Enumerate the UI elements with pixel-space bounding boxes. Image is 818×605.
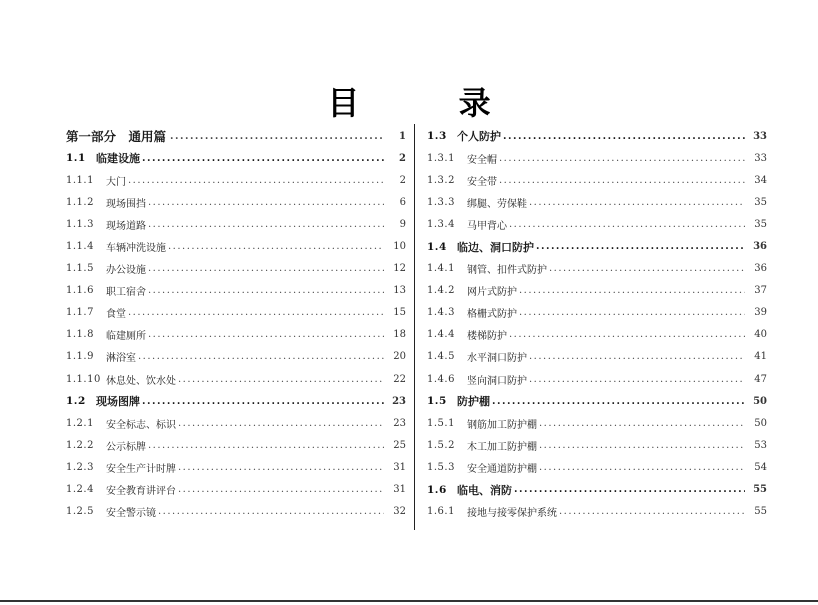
toc-entry-number: 1.1.8 (66, 329, 94, 341)
toc-entry-label: 职工宿舍 (106, 287, 146, 299)
toc-entry[interactable] (66, 501, 406, 523)
dot-leader (138, 351, 384, 362)
toc-entry[interactable] (66, 213, 406, 235)
toc-entry-label: 安全标志、标识 (106, 419, 176, 431)
toc-entry-number: 1.1.7 (66, 307, 94, 319)
toc-entry-page: 13 (393, 285, 406, 297)
toc-entry-page: 37 (754, 285, 767, 297)
toc-entry-label: 安全警示镜 (106, 508, 156, 520)
dot-leader (529, 374, 745, 385)
toc-entry-page: 41 (754, 351, 767, 363)
toc-entry-label: 现场道路 (106, 220, 146, 232)
dot-leader (158, 506, 384, 517)
toc-entry-label: 临建厕所 (106, 331, 146, 343)
dot-leader (519, 307, 745, 318)
toc-entry[interactable] (427, 280, 767, 302)
toc-entry-page: 47 (754, 373, 767, 385)
dot-leader (148, 285, 384, 296)
toc-entry[interactable] (66, 280, 406, 302)
toc-entry[interactable] (66, 368, 406, 390)
toc-entry[interactable] (427, 125, 767, 147)
toc-entry-number: 1.1.1 (66, 174, 94, 186)
toc-entry-page: 6 (399, 196, 406, 208)
dot-leader (178, 374, 384, 385)
toc-entry-label: 楼梯防护 (467, 331, 507, 343)
toc-entry-label: 安全生产计时牌 (106, 463, 176, 475)
toc-entry-number: 1.3.2 (427, 174, 455, 186)
toc-entry-label: 个人防护 (457, 130, 501, 144)
toc-entry-page: 20 (393, 351, 406, 363)
toc-entry-page: 31 (393, 461, 406, 473)
dot-leader (128, 175, 384, 186)
dot-leader (142, 153, 384, 164)
dot-leader (499, 153, 745, 164)
toc-right-column (427, 125, 767, 523)
toc-entry-number: 1.1.4 (66, 241, 94, 253)
dot-leader (170, 131, 384, 142)
toc-entry[interactable] (427, 368, 767, 390)
toc-entry-label: 办公设施 (106, 265, 146, 277)
toc-entry-page: 2 (399, 174, 406, 186)
toc-entry-number: 1.5.2 (427, 439, 455, 451)
toc-entry[interactable] (66, 125, 406, 147)
dot-leader (514, 484, 745, 495)
toc-entry-label: 淋浴室 (106, 353, 136, 365)
toc-entry-number: 1.1.2 (66, 196, 94, 208)
toc-entry-label: 休息处、饮水处 (106, 375, 176, 387)
toc-entry-label: 临边、洞口防护 (457, 240, 534, 254)
dot-leader (128, 307, 384, 318)
toc-entry-page: 55 (754, 506, 767, 518)
toc-entry-label: 现场围挡 (106, 198, 146, 210)
toc-entry-label: 大门 (106, 176, 126, 188)
toc-entry-label: 绑腿、劳保鞋 (467, 198, 527, 210)
toc-entry[interactable] (66, 346, 406, 368)
dot-leader (536, 241, 745, 252)
toc-entry-number: 1.5 (427, 395, 447, 408)
dot-leader (168, 241, 384, 252)
dot-leader (148, 263, 384, 274)
toc-entry-number: 1.1 (66, 152, 86, 165)
dot-leader (142, 396, 384, 407)
toc-left-column (66, 125, 406, 523)
dot-leader (509, 219, 745, 230)
dot-leader (148, 440, 384, 451)
dot-leader (539, 462, 745, 473)
toc-entry[interactable] (427, 412, 767, 434)
dot-leader (178, 462, 384, 473)
dot-leader (148, 219, 384, 230)
dot-leader (539, 440, 745, 451)
toc-entry-number: 1.6.1 (427, 506, 455, 518)
toc-entry-number: 1.3.4 (427, 218, 455, 230)
toc-entry-label: 钢管、扣件式防护 (467, 265, 547, 277)
toc-entry-page: 39 (754, 307, 767, 319)
dot-leader (178, 484, 384, 495)
page-title: 目 录 (327, 84, 535, 122)
toc-entry-label: 水平洞口防护 (467, 353, 527, 365)
toc-entry-page: 9 (399, 218, 406, 230)
toc-entry-page: 22 (393, 373, 406, 385)
toc-entry[interactable] (66, 191, 406, 213)
toc-entry[interactable] (427, 434, 767, 456)
toc-entry[interactable] (427, 501, 767, 523)
toc-entry[interactable] (427, 169, 767, 191)
toc-entry[interactable] (66, 258, 406, 280)
toc-entry-number: 1.2 (66, 395, 86, 408)
toc-entry[interactable] (66, 324, 406, 346)
toc-entry-page: 33 (754, 152, 767, 164)
toc-entry-number: 1.1.6 (66, 285, 94, 297)
toc-entry-page: 23 (392, 395, 406, 407)
dot-leader (509, 329, 745, 340)
dot-leader (148, 197, 384, 208)
toc-entry[interactable] (66, 479, 406, 501)
toc-entry-label: 安全教育讲评台 (106, 486, 176, 498)
toc-entry[interactable] (427, 147, 767, 169)
toc-entry-label: 第一部分 通用篇 (66, 129, 167, 145)
toc-entry-page: 36 (754, 263, 767, 275)
toc-entry-page: 54 (754, 461, 767, 473)
toc-entry[interactable] (427, 191, 767, 213)
toc-entry-page: 2 (399, 152, 406, 164)
toc-entry[interactable] (66, 302, 406, 324)
toc-entry-page: 15 (393, 307, 406, 319)
toc-entry-number: 1.4.6 (427, 373, 455, 385)
toc-entry-page: 12 (393, 263, 406, 275)
toc-entry-label: 车辆冲洗设施 (106, 243, 166, 255)
toc-entry-number: 1.4.4 (427, 329, 455, 341)
toc-entry-number: 1.5.1 (427, 417, 455, 429)
dot-leader (549, 263, 745, 274)
toc-entry-page: 40 (754, 329, 767, 341)
toc-entry[interactable] (427, 456, 767, 478)
toc-entry[interactable] (66, 412, 406, 434)
toc-entry-number: 1.1.3 (66, 218, 94, 230)
toc-entry[interactable] (427, 235, 767, 257)
dot-leader (499, 175, 745, 186)
toc-entry[interactable] (66, 235, 406, 257)
toc-entry-label: 接地与接零保护系统 (467, 508, 557, 520)
toc-entry-page: 31 (393, 484, 406, 496)
toc-entry-number: 1.2.5 (66, 506, 94, 518)
toc-entry-number: 1.1.5 (66, 263, 94, 275)
toc-entry-page: 50 (754, 417, 767, 429)
toc-entry-label: 临建设施 (96, 152, 140, 166)
toc-entry-number: 1.4.3 (427, 307, 455, 319)
toc-entry-number: 1.4.5 (427, 351, 455, 363)
toc-entry-number: 1.2.1 (66, 417, 94, 429)
toc-entry-number: 1.1.10 (66, 373, 101, 385)
toc-entry-page: 36 (753, 241, 767, 253)
toc-entry-number: 1.3.3 (427, 196, 455, 208)
dot-leader (503, 131, 745, 142)
toc-entry-number: 1.2.3 (66, 461, 94, 473)
column-divider (414, 124, 415, 530)
dot-leader (178, 418, 384, 429)
dot-leader (148, 329, 384, 340)
toc-entry-page: 53 (754, 439, 767, 451)
toc-entry-number: 1.2.2 (66, 439, 94, 451)
toc-entry-page: 35 (754, 218, 767, 230)
toc-entry-page: 34 (754, 174, 767, 186)
toc-entry-label: 木工加工防护棚 (467, 441, 537, 453)
toc-entry-label: 格栅式防护 (467, 309, 517, 321)
toc-entry[interactable] (427, 390, 767, 412)
dot-leader (559, 506, 745, 517)
dot-leader (529, 197, 745, 208)
toc-entry-page: 33 (753, 130, 767, 142)
toc-entry-page: 23 (393, 417, 406, 429)
toc-entry-label: 临电、消防 (457, 483, 512, 497)
toc-entry-number: 1.4 (427, 240, 447, 253)
toc-entry-number: 1.3 (427, 130, 447, 143)
toc-entry-label: 食堂 (106, 309, 126, 321)
toc-entry[interactable] (66, 147, 406, 169)
toc-entry-page: 35 (754, 196, 767, 208)
toc-entry-page: 10 (393, 241, 406, 253)
dot-leader (529, 351, 745, 362)
toc-entry-page: 50 (753, 395, 767, 407)
toc-entry[interactable] (66, 169, 406, 191)
toc-entry-label: 公示标牌 (106, 441, 146, 453)
toc-entry[interactable] (427, 258, 767, 280)
toc-entry-label: 现场图牌 (96, 395, 140, 409)
toc-entry-label: 安全通道防护棚 (467, 463, 537, 475)
toc-entry[interactable] (427, 479, 767, 501)
toc-entry-label: 网片式防护 (467, 287, 517, 299)
toc-entry-number: 1.5.3 (427, 461, 455, 473)
toc-entry-label: 防护棚 (457, 395, 490, 409)
toc-entry-label: 竖向洞口防护 (467, 375, 527, 387)
toc-entry[interactable] (66, 434, 406, 456)
bottom-rule (0, 600, 818, 602)
toc-entry-number: 1.6 (427, 483, 447, 496)
toc-entry[interactable] (66, 390, 406, 412)
toc-entry-number: 1.2.4 (66, 484, 94, 496)
toc-entry-label: 安全带 (467, 176, 497, 188)
toc-entry-page: 55 (753, 484, 767, 496)
toc-entry-label: 安全帽 (467, 154, 497, 166)
dot-leader (539, 418, 745, 429)
toc-entry-page: 25 (393, 439, 406, 451)
toc-entry[interactable] (66, 456, 406, 478)
toc-entry-number: 1.4.2 (427, 285, 455, 297)
toc-entry-label: 钢筋加工防护棚 (467, 419, 537, 431)
toc-entry-page: 32 (393, 506, 406, 518)
toc-entry-page: 1 (399, 130, 406, 142)
toc-entry[interactable] (427, 324, 767, 346)
toc-entry-page: 18 (393, 329, 406, 341)
toc-entry[interactable] (427, 213, 767, 235)
toc-entry-number: 1.1.9 (66, 351, 94, 363)
toc-entry-number: 1.4.1 (427, 263, 455, 275)
toc-entry[interactable] (427, 346, 767, 368)
dot-leader (492, 396, 745, 407)
toc-entry-number: 1.3.1 (427, 152, 455, 164)
toc-entry-label: 马甲背心 (467, 220, 507, 232)
dot-leader (519, 285, 745, 296)
toc-entry[interactable] (427, 302, 767, 324)
